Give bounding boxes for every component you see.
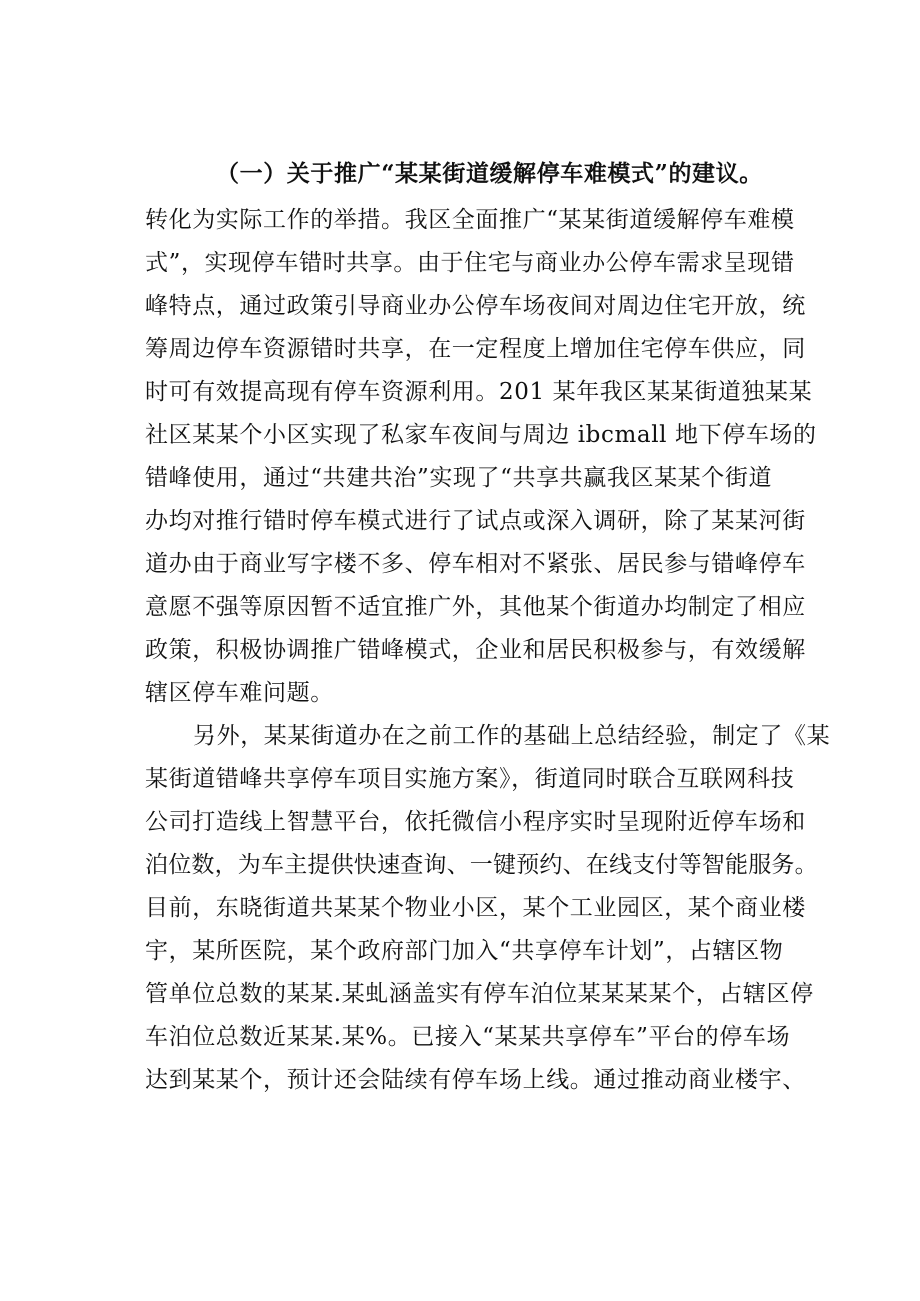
body-line-14: 某街道错峰共享停车项目实施方案》，街道同时联合互联网科技 [145, 766, 795, 792]
body-line-11: 政策，积极协调推广错峰模式，企业和居民积极参与，有效缓解 [145, 637, 806, 663]
section-heading: （一）关于推广“某某街道缓解停车难模式”的建议。 [216, 160, 763, 187]
body-line-21: 达到某某个，预计还会陆续有停车场上线。通过推动商业楼宇、 [145, 1067, 806, 1093]
body-line-12: 辖区停车难问题。 [145, 680, 334, 706]
body-line-20: 车泊位总数近某某.某%。已接入“某某共享停车”平台的停车场 [145, 1024, 791, 1050]
body-line-10: 意愿不强等原因暂不适宜推广外，其他某个街道办均制定了相应 [145, 594, 806, 620]
body-line-16: 泊位数，为车主提供快速查询、一键预约、在线支付等智能服务。 [145, 852, 818, 878]
body-line-1: 转化为实际工作的举措。我区全面推广“某某街道缓解停车难模 [145, 207, 795, 233]
body-line-8: 办均对推行错时停车模式进行了试点或深入调研，除了某某河街 [145, 508, 806, 534]
body-line-6: 社区某某个小区实现了私家车夜间与周边 ibcmall 地下停车场的 [145, 422, 817, 448]
body-line-2: 式”，实现停车错时共享。由于住宅与商业办公停车需求呈现错 [145, 250, 795, 276]
body-line-4: 筹周边停车资源错时共享，在一定程度上增加住宅停车供应，同 [145, 336, 806, 362]
body-line-3: 峰特点，通过政策引导商业办公停车场夜间对周边住宅开放，统 [145, 293, 806, 319]
body-line-5: 时可有效提高现有停车资源利用。201 某年我区某某街道独某某 [145, 379, 813, 405]
body-line-7: 错峰使用，通过“共建共治”实现了“共享共赢我区某某个街道 [145, 465, 773, 491]
body-line-9: 道办由于商业写字楼不多、停车相对不紧张、居民参与错峰停车 [145, 551, 806, 577]
body-line-15: 公司打造线上智慧平台，依托微信小程序实时呈现附近停车场和 [145, 809, 806, 835]
paragraph-2-first-line: 另外，某某街道办在之前工作的基础上总结经验，制定了《某 [193, 723, 831, 749]
body-line-19: 管单位总数的某某.某虬涵盖实有停车泊位某某某某个，占辖区停 [145, 981, 814, 1007]
body-line-18: 宇，某所医院，某个政府部门加入“共享停车计划”，占辖区物 [145, 938, 784, 964]
body-line-17: 目前，东晓街道共某某个物业小区，某个工业园区，某个商业楼 [145, 895, 806, 921]
